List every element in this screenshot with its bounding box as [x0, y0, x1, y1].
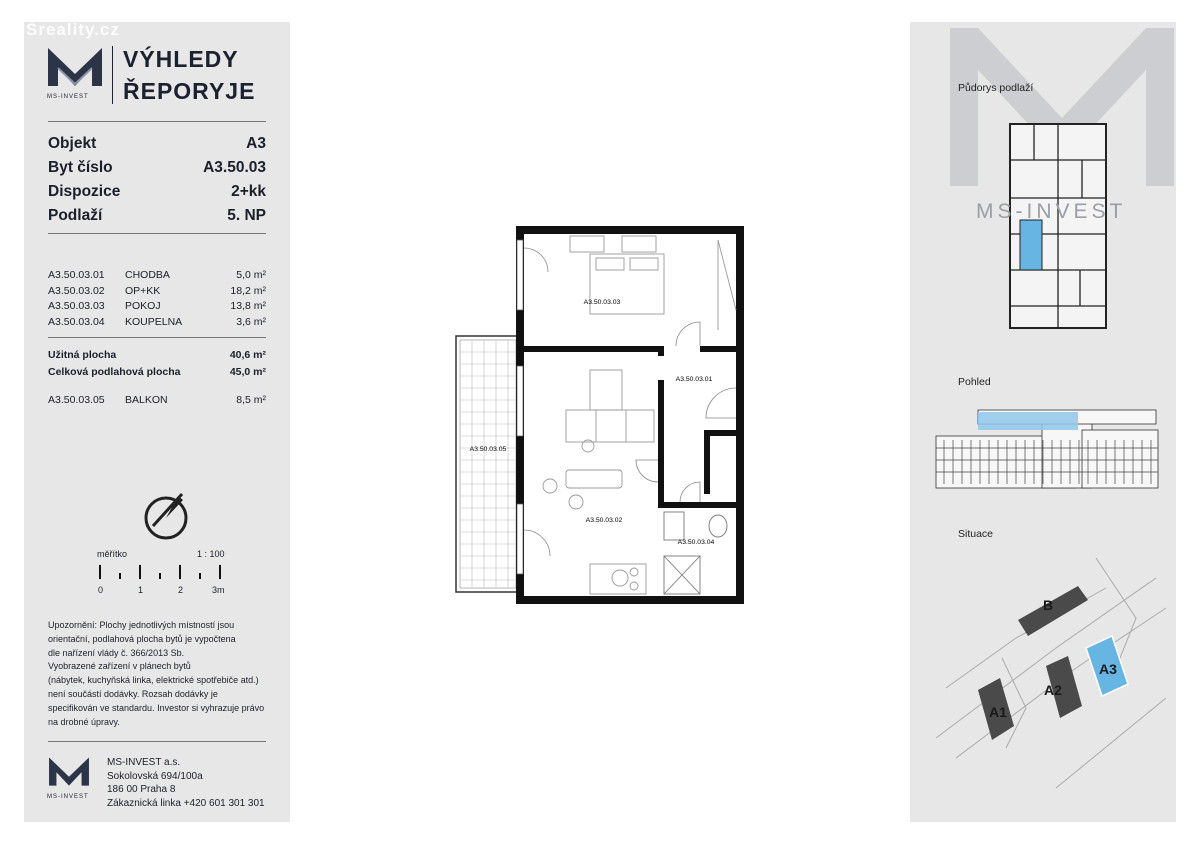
scale-tick-label: 1 — [138, 585, 144, 595]
scale-label: měřítko — [97, 549, 128, 559]
note-line: Upozornění: Plochy jednotlivých místností jsou — [48, 620, 235, 630]
info-value: A3 — [246, 135, 266, 152]
gross-area-row — [48, 366, 266, 378]
info-row — [48, 204, 266, 228]
company-phone: Zákaznická linka +420 601 301 301 — [107, 797, 265, 809]
divider — [48, 741, 266, 742]
info-label: Dispozice — [48, 183, 121, 200]
ms-invest-logo — [46, 46, 104, 92]
scale-ratio: 1 : 100 — [197, 549, 225, 559]
room-code: A3.50.03.02 — [48, 284, 105, 297]
company-name: MS-INVEST a.s. — [107, 757, 181, 768]
info-value: 2+kk — [231, 183, 266, 200]
room-area: 13,8 m² — [230, 300, 266, 312]
note-line: na drobné úpravy. — [48, 716, 120, 727]
gross-area-label: Celková podlahová plocha — [48, 366, 181, 378]
room-table — [48, 268, 266, 330]
building-elevation — [930, 400, 1162, 494]
room-label: A3.50.03.04 — [677, 539, 715, 546]
note-line: orientační, podlahová plocha bytů je vypočtena — [48, 633, 236, 644]
room-area: 3,6 m² — [236, 315, 266, 328]
bathroom-fixtures — [664, 512, 727, 594]
company-street: Sokolovská 694/100a — [107, 770, 203, 782]
floor-key-plan — [1006, 120, 1110, 334]
bedroom-furniture — [570, 236, 736, 330]
building-label: A2 — [1044, 682, 1062, 698]
contact-block — [107, 756, 265, 810]
view-title: Pohled — [958, 376, 991, 388]
room-name: POKOJ — [125, 300, 161, 312]
note-line: dle nařízení vlády č. 366/2013 Sb. — [48, 647, 185, 658]
info-value: A3.50.03 — [203, 159, 266, 176]
scale-tick-label: 2 — [178, 585, 184, 595]
disclaimer-note — [48, 619, 268, 729]
highlighted-unit — [1020, 220, 1042, 270]
balcony-code: A3.50.03.05 — [48, 394, 105, 406]
info-row — [48, 156, 266, 180]
ms-invest-logo-small — [47, 756, 91, 790]
floorplan-title: Půdorys podlaží — [958, 82, 1034, 94]
project-title-line2: ŘEPORYJE — [123, 78, 256, 104]
room-code: A3.50.03.01 — [48, 269, 105, 281]
info-row — [48, 132, 266, 156]
room-row — [48, 284, 266, 300]
apartment-floor-plan — [450, 220, 750, 610]
room-name: CHODBA — [125, 269, 170, 281]
room-label: A3.50.03.03 — [583, 299, 621, 306]
divider — [48, 337, 266, 338]
logo-caption: MS-INVEST — [47, 94, 89, 100]
room-code: A3.50.03.03 — [48, 300, 105, 312]
note-line: není součástí dodávky. Rozsah dodávky je — [48, 688, 218, 699]
info-label: Objekt — [48, 135, 97, 152]
site-title: Situace — [958, 528, 994, 540]
divider — [48, 233, 266, 234]
room-row — [48, 268, 266, 284]
divider — [48, 121, 266, 122]
watermark-text: MS-INVEST — [976, 200, 1127, 223]
room-area: 5,0 m² — [236, 269, 266, 281]
room-label: A3.50.03.01 — [675, 376, 713, 383]
note-line: Vyobrazené zařízení v plánech bytů — [48, 661, 191, 672]
scale-tick-label: 0 — [98, 585, 104, 595]
building-label: A1 — [989, 704, 1007, 720]
project-title-line1: VÝHLEDY — [123, 46, 239, 72]
room-row — [48, 315, 266, 331]
room-row — [48, 299, 266, 315]
living-furniture — [543, 370, 654, 594]
gross-area-value: 45,0 m² — [229, 366, 266, 378]
usable-area-row — [48, 349, 266, 361]
info-value: 5. NP — [227, 207, 266, 224]
scale-tick-label: 3m — [212, 585, 225, 595]
note-line: (nábytek, kuchyňská linka, elektrické spotřebiče atd.) — [48, 675, 259, 686]
room-name: OP+KK — [125, 284, 161, 297]
balcony-name: BALKON — [125, 394, 168, 406]
room-label: A3.50.03.02 — [585, 517, 623, 524]
building-label: B — [1043, 597, 1054, 613]
room-code: A3.50.03.04 — [48, 315, 105, 328]
info-label: Podlaží — [48, 207, 103, 224]
info-row — [48, 180, 266, 204]
company-city: 186 00 Praha 8 — [107, 784, 176, 796]
balcony-row — [48, 394, 266, 406]
room-area: 18,2 m² — [230, 284, 266, 297]
usable-area-value: 40,6 m² — [229, 349, 266, 361]
north-arrow-icon — [140, 488, 192, 544]
scale-bar — [96, 563, 228, 583]
room-name: KOUPELNA — [125, 315, 183, 328]
building-label: A3 — [1099, 661, 1117, 677]
site-plan — [916, 548, 1176, 810]
watermark: Sreality.cz — [26, 20, 120, 39]
usable-area-label: Užitná plocha — [48, 349, 117, 361]
balcony-area — [456, 336, 518, 592]
project-title — [123, 43, 255, 107]
door-swings — [524, 248, 736, 556]
balcony-area: 8,5 m² — [236, 394, 266, 406]
apartment-info — [48, 132, 266, 228]
room-label: A3.50.03.05 — [469, 446, 507, 453]
logo-caption: MS-INVEST — [47, 794, 89, 800]
note-line: specifikován ve standardu. Investor si vyhrazuje právo — [48, 702, 265, 713]
logo-divider — [112, 46, 113, 104]
info-label: Byt číslo — [48, 159, 113, 176]
walls — [516, 226, 744, 604]
